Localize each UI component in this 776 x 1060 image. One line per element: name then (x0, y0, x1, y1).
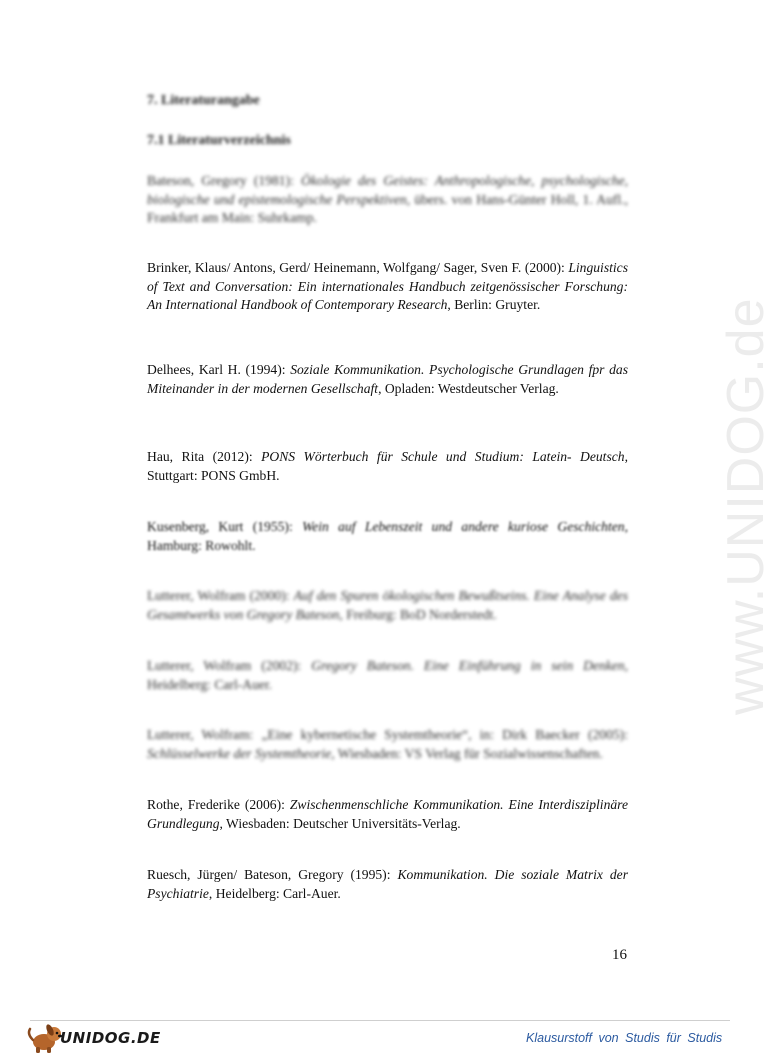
page-number: 16 (612, 947, 627, 963)
logo-text[interactable]: UNIDOG.DE (60, 1029, 161, 1047)
reference-entry (147, 518, 628, 555)
reference-publisher: , Hamburg: Rowohlt. (147, 519, 628, 553)
reference-publisher: , Wiesbaden: Deutscher Universitäts-Verlag. (219, 815, 461, 831)
reference-publisher: , Stuttgart: PONS GmbH. (147, 449, 628, 483)
reference-entry (147, 172, 628, 228)
reference-entry (147, 866, 628, 903)
reference-author: Hau, Rita (2012): (147, 449, 262, 464)
reference-author: Bateson, Gregory (1981): (147, 173, 302, 188)
reference-author: Delhees, Karl H. (1994): (147, 362, 291, 377)
reference-publisher: , Opladen: Westdeutscher Verlag. (378, 380, 559, 396)
reference-author: Kusenberg, Kurt (1955): (147, 519, 303, 534)
reference-publisher: , Freiburg: BoD Norderstedt. (339, 606, 497, 622)
reference-title: Linguistics of Text and Conversation: Ein internationales Handbuch zeitgenössischer Forschung: An International Handbook of Contemporary Research (147, 260, 628, 312)
reference-title: PONS Wörterbuch für Schule und Studium: Latein- Deutsch (261, 449, 625, 464)
section-title: 7. Literaturangabe (147, 93, 260, 108)
reference-publisher: , Berlin: Gruyter. (447, 297, 541, 312)
reference-title: Zwischenmenschliche Kommunikation. Eine Interdisziplinäre Grundlegung (147, 797, 628, 831)
reference-entry (147, 259, 628, 315)
footer-tagline: Klausurstoff von Studis für Studis (526, 1031, 723, 1045)
reference-author: Ruesch, Jürgen/ Bateson, Gregory (1995): (147, 867, 398, 882)
reference-author: Rothe, Frederike (2006): (147, 797, 290, 812)
reference-title: Gregory Bateson. Eine Einführung in sein Denken (311, 658, 625, 673)
reference-entry (147, 796, 628, 833)
reference-title: Kommunikation. Die soziale Matrix der Psychiatrie (147, 867, 628, 901)
reference-publisher: , Heidelberg: Carl-Auer. (147, 658, 628, 692)
reference-publisher: , übers. von Hans-Günter Holl, 1. Aufl., Frankfurt am Main: Suhrkamp. (147, 191, 628, 225)
watermark-text: www.UNIDOG.de (717, 297, 775, 715)
reference-entry (147, 587, 628, 624)
reference-publisher: , Heidelberg: Carl-Auer. (208, 885, 341, 901)
reference-entry (147, 361, 628, 398)
reference-title: Schlüsselwerke der Systemtheorie (147, 745, 332, 761)
reference-publisher: , Wiesbaden: VS Verlag für Sozialwissenschaften. (331, 745, 603, 761)
reference-author: Lutterer, Wolfram: „Eine kybernetische Systemtheorie“, in: Dirk Baecker (2005): (147, 727, 628, 742)
reference-title: Auf den Spuren ökologischen Bewußtseins. Eine Analyse des Gesamtwerks von Gregory Bateson (147, 588, 628, 622)
reference-author: Brinker, Klaus/ Antons, Gerd/ Heinemann, Wolfgang/ Sager, Sven F. (2000): (147, 260, 569, 275)
reference-author: Lutterer, Wolfram (2002): (147, 658, 312, 673)
reference-title: Ökologie des Geistes: Anthropologische, psychologische, biologische und epistemologische Perspektiven (147, 173, 629, 207)
reference-entry (147, 657, 628, 694)
reference-entry (147, 726, 628, 763)
reference-author: Lutterer, Wolfram (2000): (147, 588, 294, 603)
reference-entry (147, 448, 628, 485)
reference-title: Wein auf Lebenszeit und andere kuriose Geschichten (302, 519, 625, 534)
reference-title: Soziale Kommunikation. Psychologische Grundlagen fpr das Miteinander in der modernen Gesellschaft (147, 362, 628, 396)
subsection-title: 7.1 Literaturverzeichnis (147, 133, 291, 148)
